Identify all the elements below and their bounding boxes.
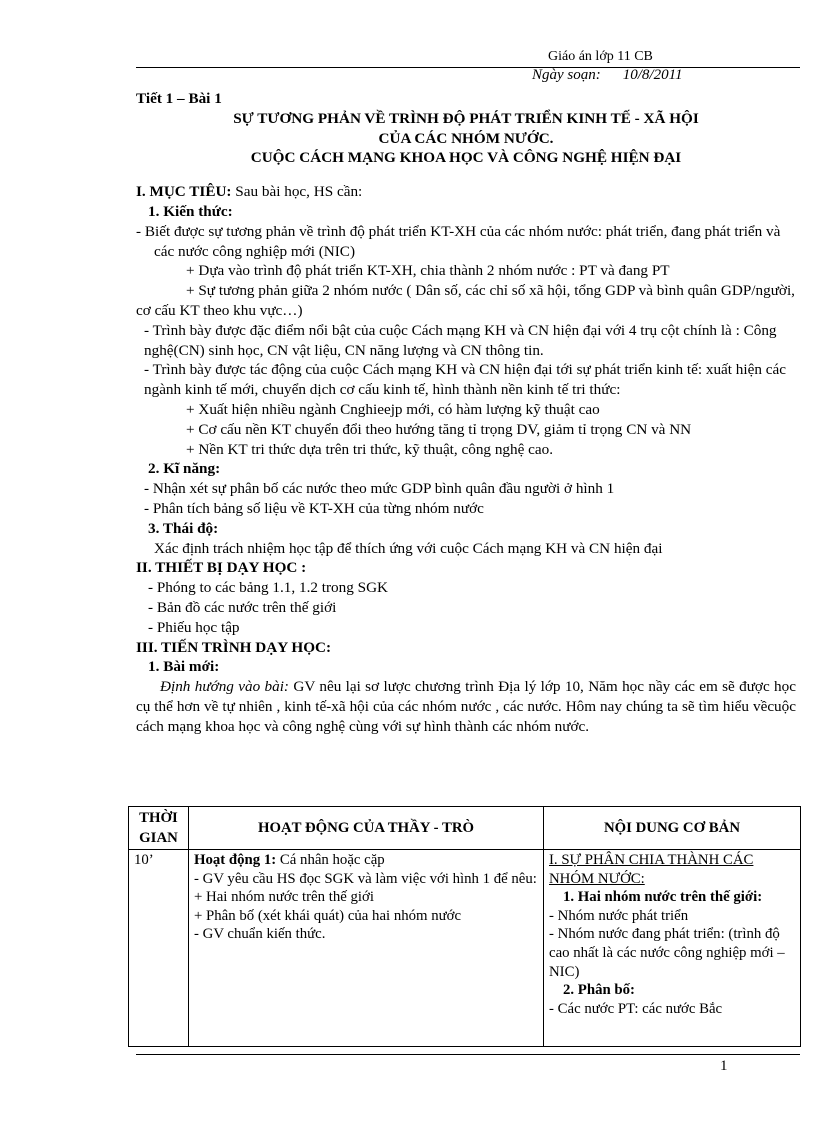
cell-content bbox=[544, 850, 801, 1047]
cell-time: 10’ bbox=[129, 850, 189, 1047]
subheading-skills: 2. Kĩ năng: bbox=[148, 460, 221, 478]
orientation-text: GV nêu lại sơ lược chương trình Địa lý lớp 10, Năm học nầy các em sẽ được học cụ thể hơn về tự nhiên , kinh tế-xã hội của các nhóm nước , các nước. Hôm nay chúng ta sẽ tìm hiểu vềcuộc cách mạng khoa học và công nghệ cùng với sự hình thành các nhóm nước. bbox=[136, 678, 796, 735]
activity-line: - GV chuẩn kiến thức. bbox=[194, 926, 326, 943]
content-line: - Nhóm nước đang phát triển: (trình độ cao nhất là các nước công nghiệp mới – NIC) bbox=[549, 926, 785, 980]
section-equipment-heading: II. THIẾT BỊ DẠY HỌC : bbox=[136, 559, 307, 577]
activity-title-rest: Cá nhân hoặc cặp bbox=[276, 852, 385, 868]
table-row bbox=[129, 850, 801, 1047]
footer-rule bbox=[136, 1054, 800, 1055]
skills-line: - Nhận xét sự phân bố các nước theo mức GDP bình quân đầu người ở hình 1 bbox=[144, 480, 615, 498]
subheading-knowledge: 1. Kiến thức: bbox=[148, 202, 233, 220]
orientation-label: Định hướng vào bài: bbox=[160, 678, 289, 696]
cell-activities bbox=[189, 850, 544, 1047]
lesson-number: Tiết 1 – Bài 1 bbox=[136, 90, 222, 107]
knowledge-line: + Cơ cấu nền KT chuyển đổi theo hướng tăng tỉ trọng DV, giảm tỉ trọng CN và NN bbox=[186, 420, 692, 438]
section-intro: Sau bài học, HS cần: bbox=[231, 183, 363, 201]
knowledge-line: + Nền KT tri thức dựa trên tri thức, kỹ thuật, công nghệ cao. bbox=[186, 440, 554, 458]
title-line: CUỘC CÁCH MẠNG KHOA HỌC VÀ CÔNG NGHỆ HIỆN ĐẠI bbox=[250, 149, 682, 167]
activity-line: + Phân bố (xét khái quát) của hai nhóm nước bbox=[194, 907, 462, 924]
equipment-line: - Bản đồ các nước trên thế giới bbox=[148, 598, 337, 616]
date-label: Ngày soạn: bbox=[532, 67, 601, 83]
knowledge-line: + Dựa vào trình độ phát triển KT-XH, chia thành 2 nhóm nước : PT và đang PT bbox=[186, 262, 670, 280]
header-time: THỜI GIAN bbox=[129, 807, 189, 850]
knowledge-line: + Xuất hiện nhiều ngành Cnghieejp mới, có hàm lượng kỹ thuật cao bbox=[186, 400, 600, 418]
title-line: CỦA CÁC NHÓM NƯỚC. bbox=[378, 129, 554, 147]
section-objectives bbox=[136, 182, 796, 202]
content-line: - Nhóm nước phát triển bbox=[549, 907, 689, 924]
content-sub1: 1. Hai nhóm nước trên thế giới: bbox=[563, 889, 763, 906]
subheading-new-lesson: 1. Bài mới: bbox=[148, 658, 220, 676]
header-activities: HOẠT ĐỘNG CỦA THẦY - TRÒ bbox=[189, 807, 544, 850]
header-date bbox=[532, 67, 682, 84]
subheading-attitude: 3. Thái độ: bbox=[148, 519, 219, 537]
knowledge-line: - Trình bày được tác động của cuộc Cách mạng KH và CN hiện đại tới sự phát triển kinh tế: xuất hiện các ngành kinh tế mới, chuyển dịch cơ cấu kinh tế, hình thành nền kinh tế tri thức: bbox=[144, 361, 786, 399]
content-heading: I. SỰ PHÂN CHIA THÀNH CÁC NHÓM NƯỚC: bbox=[549, 852, 754, 887]
lesson-title bbox=[136, 109, 796, 168]
skills-line: - Phân tích bảng số liệu về KT-XH của từng nhóm nước bbox=[144, 499, 484, 517]
header-subject: Giáo án lớp 11 CB bbox=[548, 49, 653, 64]
orientation-paragraph bbox=[136, 677, 796, 736]
activity-line: + Hai nhóm nước trên thế giới bbox=[194, 889, 374, 906]
equipment-line: - Phiếu học tập bbox=[148, 618, 240, 636]
date-value: 10/8/2011 bbox=[622, 67, 683, 83]
header-rule bbox=[136, 67, 800, 68]
section-process-heading: III. TIẾN TRÌNH DẠY HỌC: bbox=[136, 638, 332, 656]
knowledge-line: - Trình bày được đặc điểm nổi bật của cuộc Cách mạng KH và CN hiện đại với 4 trụ cột chính là : Công nghệ(CN) sinh học, CN vật liệu, CN năng lượng và CN thông tin. bbox=[144, 321, 777, 359]
activity-line: - GV yêu cầu HS đọc SGK và làm việc với hình 1 để nêu: bbox=[194, 870, 537, 887]
equipment-line: - Phóng to các bảng 1.1, 1.2 trong SGK bbox=[148, 579, 389, 597]
knowledge-line: + Sự tương phản giữa 2 nhóm nước ( Dân số, các chỉ số xã hội, tổng GDP và bình quân GDP/người, cơ cấu KT theo khu vực…) bbox=[136, 282, 795, 319]
lesson-plan-table bbox=[128, 806, 801, 1047]
section-heading: I. MỤC TIÊU: bbox=[136, 183, 232, 201]
page-number: 1 bbox=[720, 1058, 728, 1074]
knowledge-line: - Biết được sự tương phản về trình độ phát triển KT-XH của các nhóm nước: phát triển, đang phát triển và các nước công nghiệp mới (NIC) bbox=[136, 222, 781, 260]
title-line: SỰ TƯƠNG PHẢN VỀ TRÌNH ĐỘ PHÁT TRIỂN KINH TẾ - XÃ HỘI bbox=[233, 109, 699, 127]
content-line: - Các nước PT: các nước Bắc bbox=[549, 1000, 723, 1017]
table-header-row bbox=[129, 807, 801, 850]
lesson-content bbox=[136, 89, 796, 737]
activity-title: Hoạt động 1: bbox=[194, 852, 277, 868]
attitude-line: Xác định trách nhiệm học tập để thích ứng với cuộc Cách mạng KH và CN hiện đại bbox=[154, 539, 663, 557]
content-sub2: 2. Phân bố: bbox=[563, 982, 635, 999]
header-content: NỘI DUNG CƠ BẢN bbox=[544, 807, 801, 850]
